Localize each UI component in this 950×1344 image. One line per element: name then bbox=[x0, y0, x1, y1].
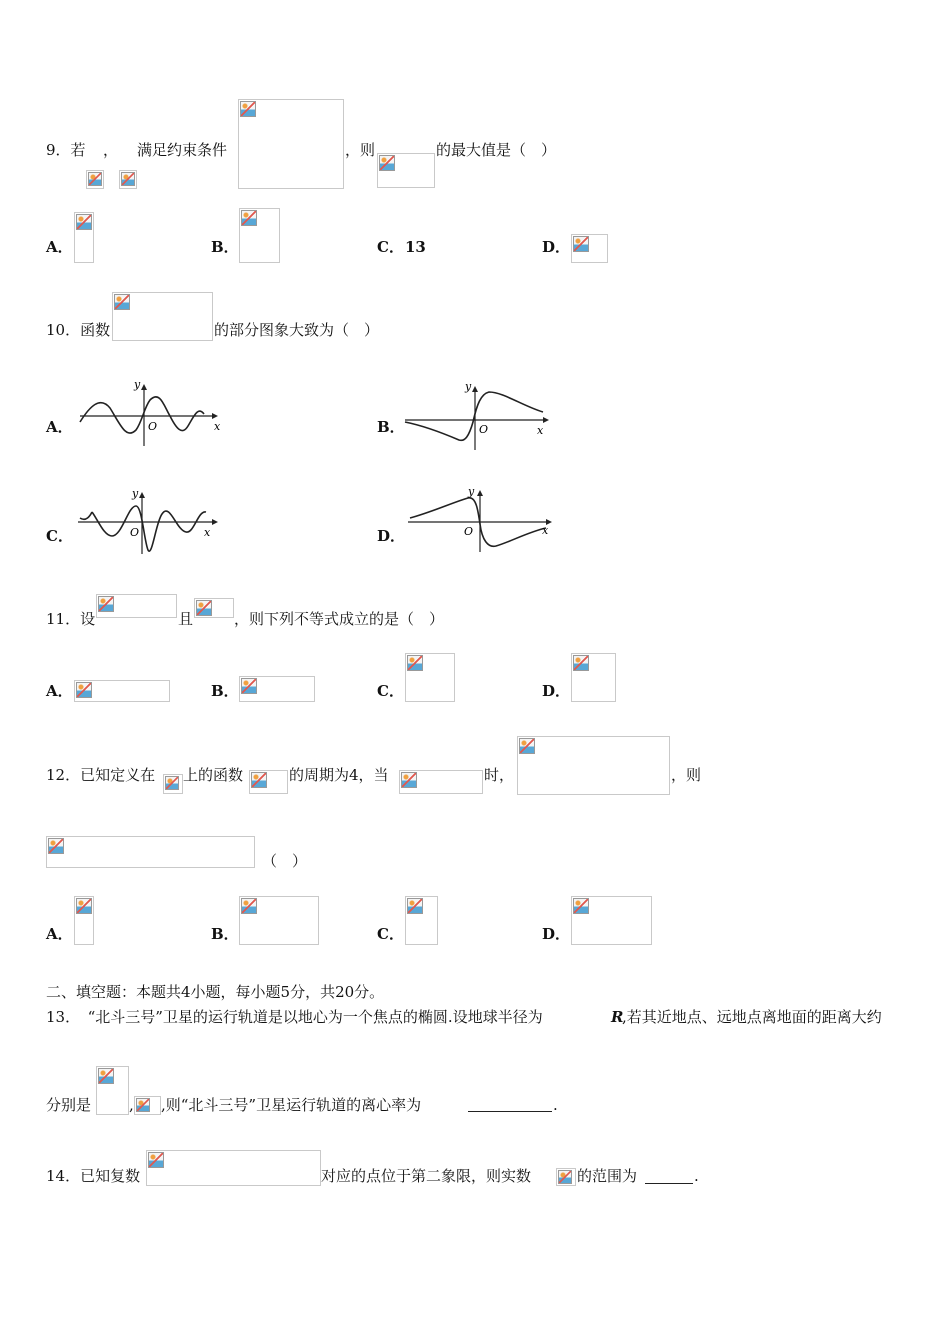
q9-objective-formula-image bbox=[377, 153, 435, 188]
q13-apogee-image bbox=[134, 1096, 161, 1115]
q10-option-d-graph bbox=[408, 486, 554, 558]
q10-number: 10．函数 bbox=[46, 321, 111, 339]
q12-text-paren: （ ） bbox=[262, 852, 308, 870]
q9-option-b-label: B． bbox=[211, 238, 239, 256]
q12-number: 12．已知定义在 bbox=[46, 766, 156, 784]
q12-function-image bbox=[249, 770, 288, 794]
q10-option-a-graph bbox=[78, 378, 220, 450]
q13-text-respectively: 分别是 bbox=[46, 1096, 92, 1114]
q9-option-d-image bbox=[571, 234, 608, 263]
y-axis-arrow bbox=[141, 384, 147, 390]
q12-text-period: 的周期为4，当 bbox=[289, 766, 389, 784]
q11-text-and: 且 bbox=[178, 610, 194, 628]
q9-comma: ， bbox=[103, 141, 119, 159]
q14-number: 14．已知复数 bbox=[46, 1167, 141, 1185]
q12-text-when: 时， bbox=[484, 766, 515, 784]
x-label: x bbox=[537, 424, 544, 437]
curve bbox=[405, 392, 543, 440]
q13-earth-radius-symbol: R bbox=[611, 1008, 624, 1026]
q12-text-then: ，则 bbox=[671, 766, 702, 784]
q14-text-quadrant: 对应的点位于第二象限，则实数 bbox=[321, 1167, 532, 1185]
x-axis-arrow bbox=[212, 519, 218, 525]
origin-label: O bbox=[130, 526, 140, 539]
q11-option-c-image bbox=[405, 653, 455, 702]
q12-interval-image bbox=[399, 770, 483, 794]
q12-option-a-label: A． bbox=[46, 925, 73, 943]
q10-option-c-graph bbox=[78, 488, 220, 560]
q12-option-d-image bbox=[571, 896, 652, 945]
q11-option-c-label: C． bbox=[377, 682, 404, 700]
q12-definition-image bbox=[517, 736, 670, 795]
q9-option-a-image bbox=[74, 212, 94, 263]
q9-constraint-formula-image bbox=[238, 99, 344, 189]
q11-option-b-label: B． bbox=[211, 682, 239, 700]
q12-text-function: 上的函数 bbox=[183, 766, 244, 784]
y-label: y bbox=[465, 380, 472, 393]
q14-period: . bbox=[694, 1167, 699, 1185]
y-axis-arrow bbox=[472, 386, 478, 392]
x-label: x bbox=[214, 420, 221, 433]
y-axis-arrow bbox=[139, 492, 145, 498]
curve bbox=[92, 506, 206, 551]
y-label: y bbox=[468, 485, 475, 498]
y-label: y bbox=[134, 378, 141, 391]
q12-option-c-label: C． bbox=[377, 925, 404, 943]
x-label: x bbox=[542, 524, 549, 537]
q10-option-d-label: D． bbox=[377, 527, 406, 545]
x-axis-arrow bbox=[212, 413, 218, 419]
q12-option-b-image bbox=[239, 896, 319, 945]
q14-text-range: 的范围为 bbox=[577, 1167, 638, 1185]
q12-option-c-image bbox=[405, 896, 438, 945]
q12-expression-image bbox=[46, 836, 255, 868]
q10-option-b-label: B． bbox=[377, 418, 405, 436]
q11-text-question: ，则下列不等式成立的是（ ） bbox=[234, 610, 445, 628]
q10-option-c-label: C． bbox=[46, 527, 73, 545]
q9-y-variable-image bbox=[119, 170, 137, 189]
q13-text-eccentricity: ,则“北斗三号”卫星运行轨道的离心率为 bbox=[161, 1096, 422, 1114]
origin-label: O bbox=[479, 423, 489, 436]
q10-option-b-graph bbox=[405, 380, 551, 452]
q11-number: 11．设 bbox=[46, 610, 96, 628]
q13-line1b: ,若其近地点、远地点离地面的距离大约 bbox=[622, 1008, 882, 1026]
y-axis-arrow bbox=[477, 490, 483, 496]
q13-period: . bbox=[553, 1096, 558, 1114]
q9-option-d-label: D． bbox=[542, 238, 571, 256]
q14-answer-blank[interactable] bbox=[645, 1182, 693, 1184]
q12-domain-image bbox=[163, 774, 183, 794]
x-axis-arrow bbox=[543, 417, 549, 423]
q11-condition-image-2 bbox=[194, 598, 234, 618]
q11-option-a-label: A． bbox=[46, 682, 73, 700]
q9-number: 9．若 bbox=[46, 141, 86, 159]
q9-text-constraint: 满足约束条件 bbox=[137, 141, 228, 159]
q9-text-then: ，则 bbox=[345, 141, 376, 159]
q13-line1: 13． “北斗三号”卫星的运行轨道是以地心为一个焦点的椭圆.设地球半径为 bbox=[46, 1008, 543, 1026]
x-label: x bbox=[204, 526, 211, 539]
q13-comma: , bbox=[129, 1096, 134, 1114]
q12-option-b-label: B． bbox=[211, 925, 239, 943]
origin-label: O bbox=[464, 525, 474, 538]
q11-condition-image-1 bbox=[96, 594, 177, 618]
q9-option-a-label: A． bbox=[46, 238, 73, 256]
q11-option-b-image bbox=[239, 676, 315, 702]
curve bbox=[80, 397, 204, 433]
q10-function-image bbox=[112, 292, 213, 341]
q10-option-a-label: A． bbox=[46, 418, 73, 436]
section2-heading: 二、填空题：本题共4小题，每小题5分，共20分。 bbox=[46, 983, 385, 1001]
q14-variable-image bbox=[556, 1168, 576, 1186]
origin-label: O bbox=[148, 420, 158, 433]
q12-option-a-image bbox=[74, 896, 94, 945]
q9-text-max: 的最大值是（ ） bbox=[436, 141, 557, 159]
q10-text: 的部分图象大致为（ ） bbox=[214, 321, 380, 339]
q12-option-d-label: D． bbox=[542, 925, 571, 943]
q11-option-d-image bbox=[571, 653, 616, 702]
q11-option-d-label: D． bbox=[542, 682, 571, 700]
q9-x-variable-image bbox=[86, 170, 104, 189]
q9-option-c-label: C． bbox=[377, 238, 404, 256]
y-label: y bbox=[132, 487, 139, 500]
q9-option-b-image bbox=[239, 208, 280, 263]
q11-option-a-image bbox=[74, 680, 170, 702]
q13-answer-blank[interactable] bbox=[468, 1110, 552, 1112]
q13-perigee-image bbox=[96, 1066, 129, 1115]
q9-option-c-value: 13 bbox=[405, 238, 426, 256]
q14-complex-number-image bbox=[146, 1150, 321, 1186]
